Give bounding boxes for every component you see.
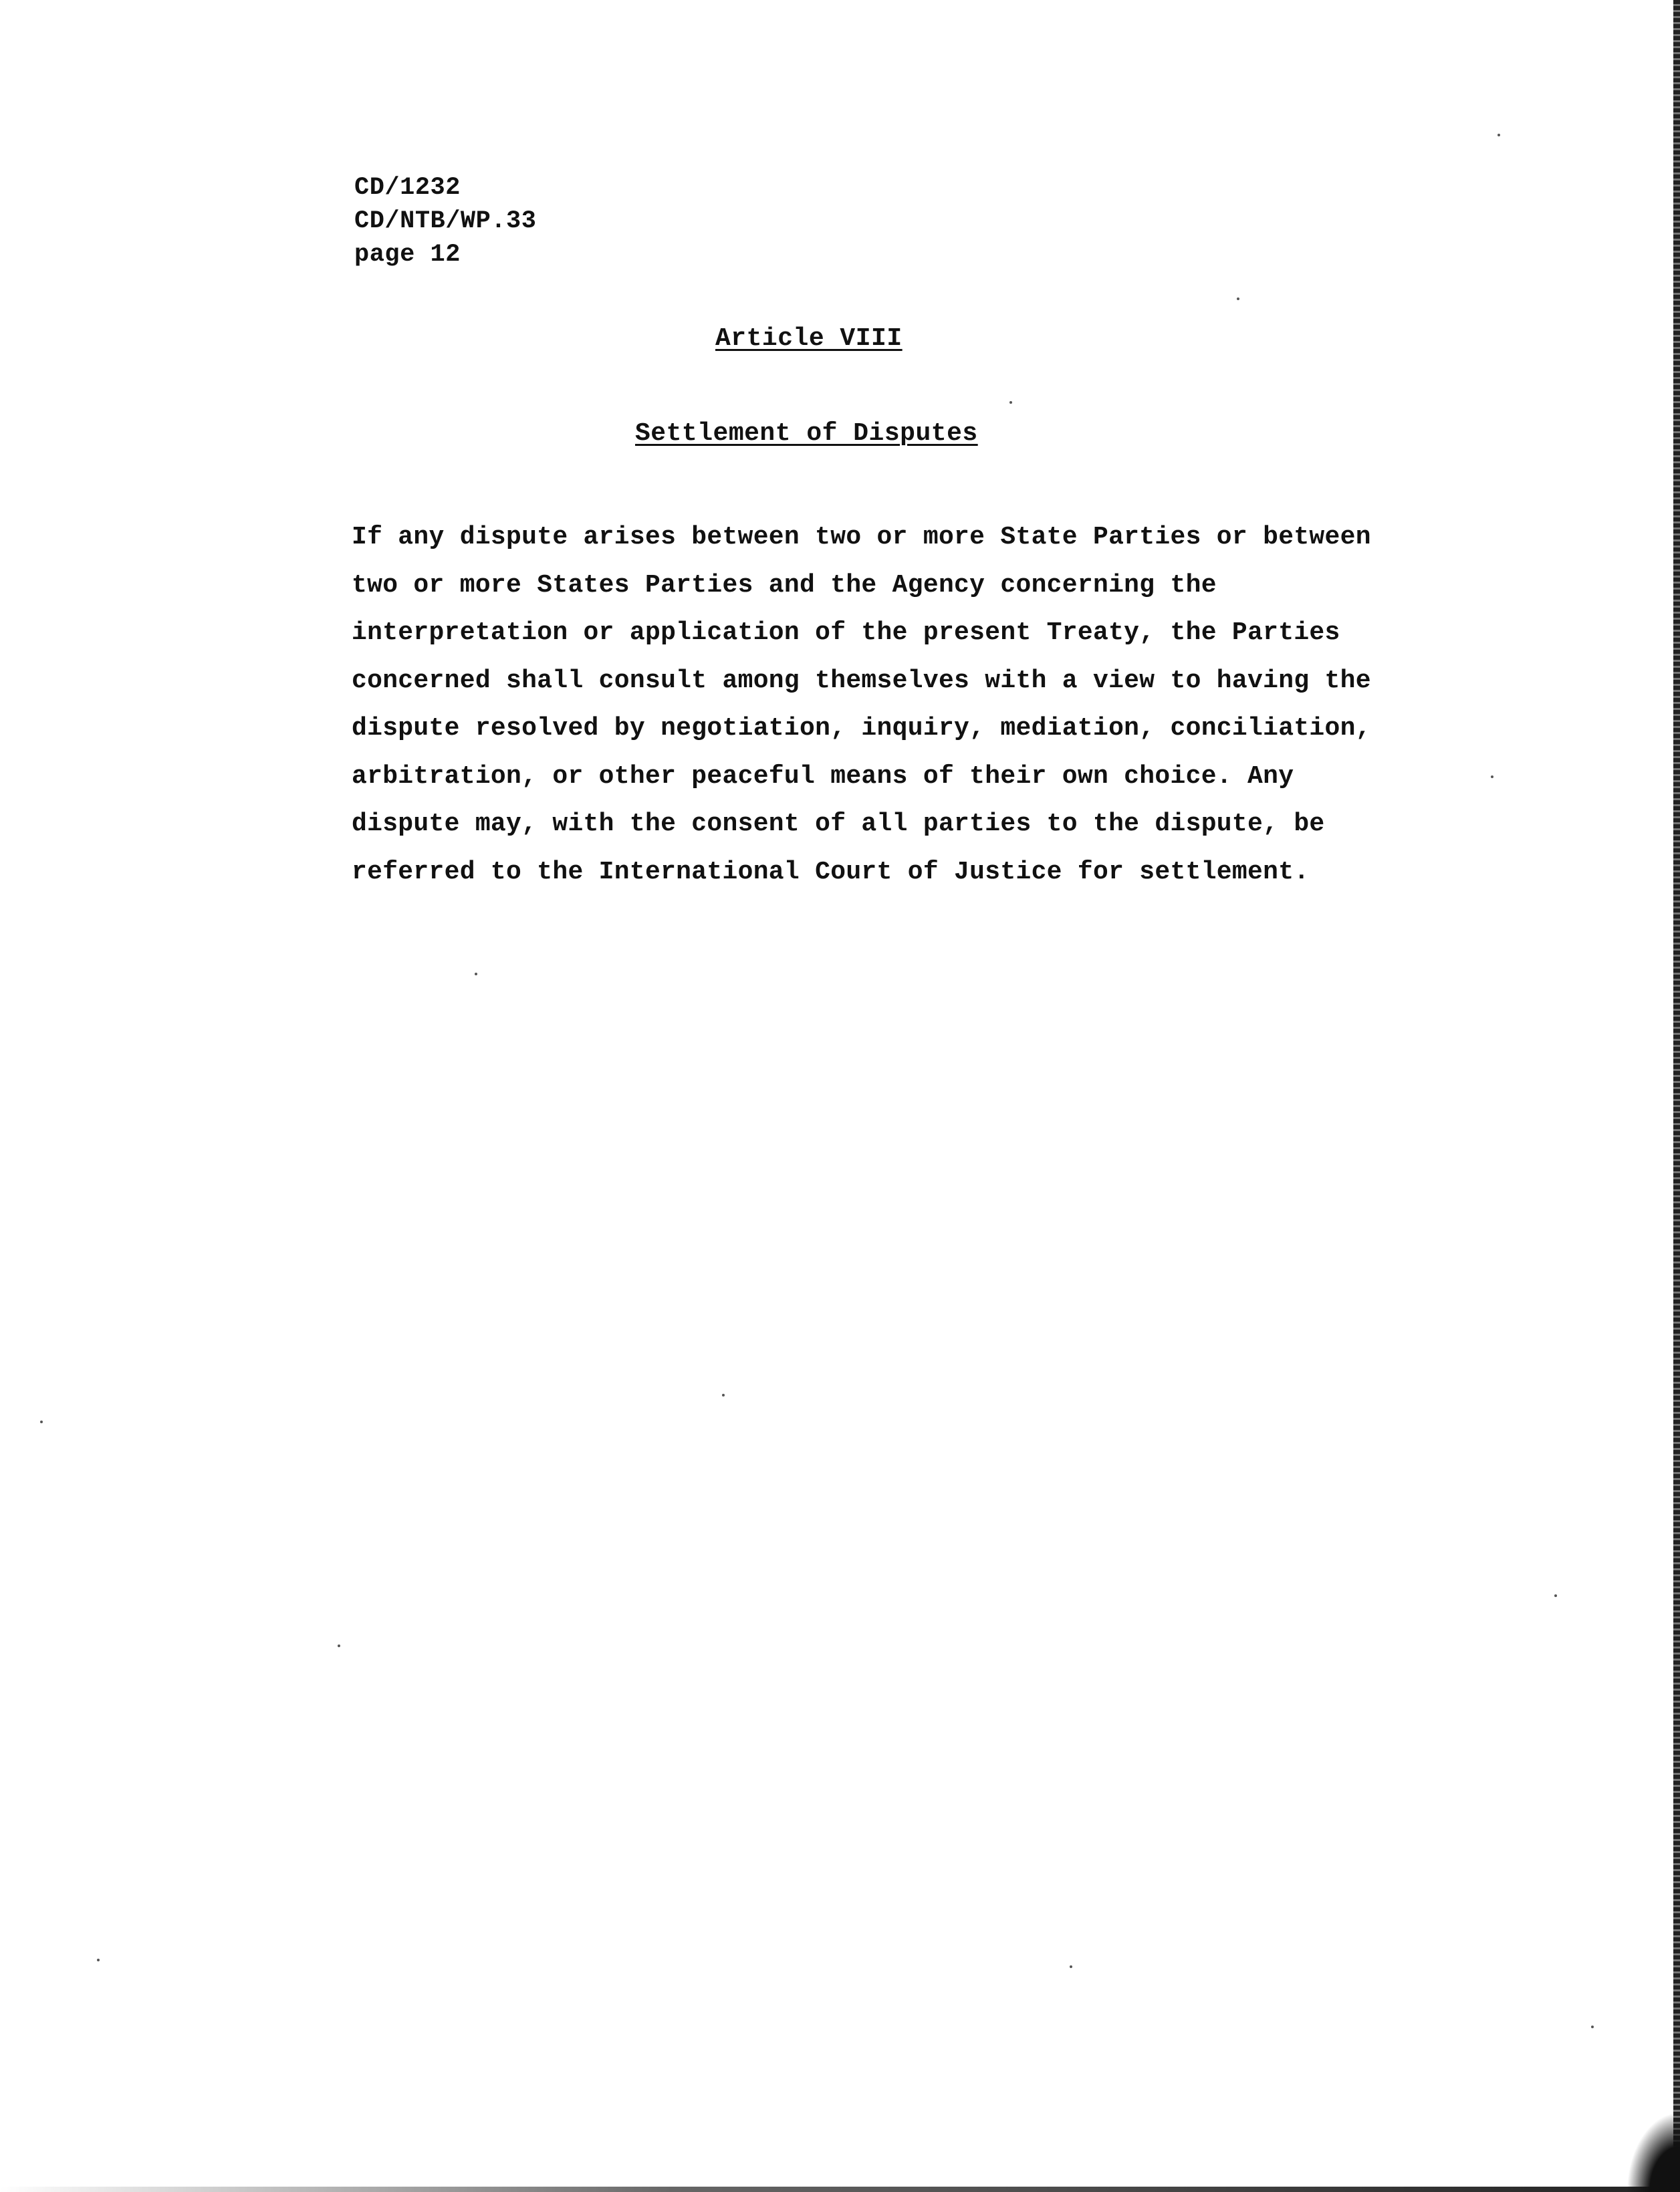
page-number: page 12 — [354, 241, 461, 269]
scan-edge-right — [1673, 0, 1680, 2192]
scan-speck — [338, 1645, 340, 1647]
section-title: Settlement of Disputes — [635, 419, 978, 448]
article-body — [352, 513, 1435, 896]
document-reference-block — [354, 171, 536, 271]
scan-speck — [1591, 2026, 1594, 2028]
document-number: CD/1232 — [354, 174, 461, 202]
scan-speck — [1497, 134, 1500, 136]
body-line: referred to the International Court of Justice for settlement. — [352, 857, 1310, 886]
scan-speck — [722, 1394, 725, 1396]
scan-speck — [1009, 401, 1012, 404]
body-line: arbitration, or other peaceful means of their own choice. Any — [352, 761, 1294, 791]
scan-speck — [475, 973, 477, 975]
scan-speck — [1554, 1594, 1557, 1597]
article-title: Article VIII — [715, 324, 903, 353]
scan-speck — [97, 1959, 100, 1961]
body-line: If any dispute arises between two or more State Parties or between — [352, 523, 1371, 552]
scan-speck — [1070, 1965, 1072, 1968]
scan-speck — [1237, 297, 1239, 300]
body-line: two or more States Parties and the Agency concerning the — [352, 570, 1217, 600]
body-line: interpretation or application of the present Treaty, the Parties — [352, 618, 1340, 647]
body-line: dispute may, with the consent of all parties to the dispute, be — [352, 810, 1325, 838]
body-line: concerned shall consult among themselves with a view to having the — [352, 666, 1371, 695]
scan-speck — [40, 1421, 43, 1423]
scan-edge-corner — [1627, 2112, 1680, 2192]
scan-speck — [1491, 775, 1493, 778]
working-paper-number: CD/NTB/WP.33 — [354, 207, 537, 235]
body-line: dispute resolved by negotiation, inquiry, mediation, conciliation, — [352, 714, 1371, 743]
scan-edge-bottom — [0, 2187, 1680, 2192]
